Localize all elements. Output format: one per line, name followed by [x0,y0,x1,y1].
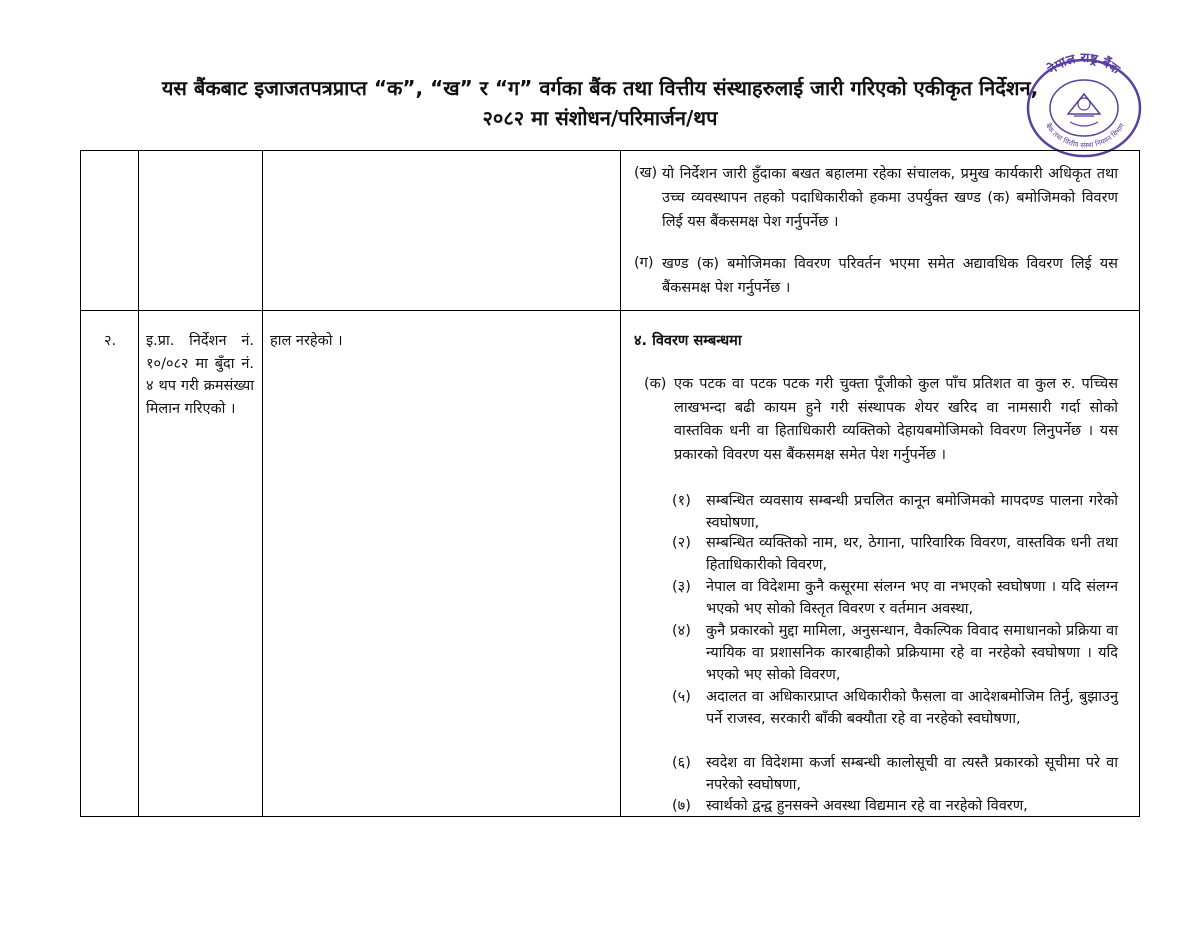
row2-previous-provision: हाल नरहेको । [270,333,343,349]
document-title-line1: यस बैंकबाट इजाजतपत्रप्राप्त “क”, “ख” र “ग” वर्गका बैंक तथा वित्तीय संस्थाहरुलाई जारी गरिएको एकीकृत निर्देशन, [161,76,1039,100]
table-border-left [80,150,81,817]
list-item-text: सम्बन्धित व्यवसाय सम्बन्धी प्रचलित कानून बमोजिमको मापदण्ड पालना गरेको स्वघोषणा, [706,493,1118,531]
list-item-text: यो निर्देशन जारी हुँदाका बखत बहालमा रहेका संचालक, प्रमुख कार्यकारी अधिकृत तथा उच्च व्यवस्थापन तहको पदाधिकारीको हकमा उपर्युक्त खण्ड (क) बमोजिमको विवरण लिई यस बैंकसमक्ष पेश गर्नुपर्नेछ । [662,166,1118,230]
list-label: (४) [672,623,691,639]
list-item-text: खण्ड (क) बमोजिमका विवरण परिवर्तन भएमा समेत अद्यावधिक विवरण लिई यस बैंकसमक्ष पेश गर्नुपर्नेछ । [662,256,1118,296]
list-label: (ग) [634,255,654,271]
table-border-top [80,150,1140,151]
list-label: (२) [672,535,691,551]
table-border-right [1139,150,1140,817]
list-label: (७) [672,798,691,814]
list-label: (५) [672,689,691,705]
list-item-text: नेपाल वा विदेशमा कुनै कसूरमा संलग्न भए वा नभएको स्वघोषणा । यदि संलग्न भएको भए सोको विस्तृत विवरण र वर्तमान अवस्था, [706,579,1118,617]
list-label: (क) [644,376,667,392]
list-label: (१) [672,493,691,509]
document-title-line2: २०८२ मा संशोधन/परिमार्जन/थप [482,106,718,130]
section-heading: ४. विवरण सम्बन्धमा [634,333,742,349]
table-col-divider-1 [138,150,139,817]
list-item-text: एक पटक वा पटक पटक गरी चुक्ता पूँजीको कुल पाँच प्रतिशत वा कुल रु. पच्चिस लाखभन्दा बढी कायम हुने गरी संस्थापक शेयर खरिद वा नामसारी गर्दा सोको वास्तविक धनी वा हिताधिकारी व्यक्तिको देहायबमोजिमको विवरण लिनुपर्नेछ । यस प्रकारको विवरण यस बैंकसमक्ष समेत पेश गर्नुपर्नेछ । [674,376,1118,463]
list-label: (ख) [634,165,658,181]
nrb-seal-stamp [1018,50,1148,160]
list-item-text: कुनै प्रकारको मुद्दा मामिला, अनुसन्धान, वैकल्पिक विवाद समाधानको प्रक्रिया वा न्यायिक वा प्रशासनिक कारबाहीको प्रक्रियामा रहे वा नरहेको स्वघोषणा । यदि भएको भए सोको विवरण, [706,623,1118,683]
list-label: (६) [672,755,691,771]
seal-top-text: नेपाल राष्ट्र बैंक [1045,50,1123,78]
list-item-text: अदालत वा अधिकारप्राप्त अधिकारीको फैसला वा आदेशबमोजिम तिर्नु, बुझाउनु पर्ने राजस्व, सरकारी बाँकी बक्यौता रहे वा नरहेको स्वघोषणा, [706,689,1118,727]
list-item-text: स्वार्थको द्वन्द्व हुनसक्ने अवस्था विद्यमान रहे वा नरहेको विवरण, [706,798,1028,814]
list-item-text: सम्बन्धित व्यक्तिको नाम, थर, ठेगाना, पारिवारिक विवरण, वास्तविक धनी तथा हिताधिकारीको विवरण, [706,535,1118,573]
table-col-divider-2 [262,150,263,817]
svg-text:नेपाल राष्ट्र बैंक [1044,51,1123,78]
seal-bottom-text: बैंक तथा वित्तीय संस्था नियमन विभाग [1043,122,1127,150]
table-row-divider [80,310,1140,311]
row2-serial: २. [104,333,117,349]
table-col-divider-3 [620,150,621,817]
list-label: (३) [672,579,691,595]
row2-reference-note: इ.प्रा. निर्देशन नं. १०/०८२ मा बुँदा नं. ४ थप गरी क्रमसंख्या मिलान गरिएको । [146,333,254,417]
list-item-text: स्वदेश वा विदेशमा कर्जा सम्बन्धी कालोसूची वा त्यस्तै प्रकारको सूचीमा परे वा नपरेको स्वघोषणा, [706,755,1118,793]
